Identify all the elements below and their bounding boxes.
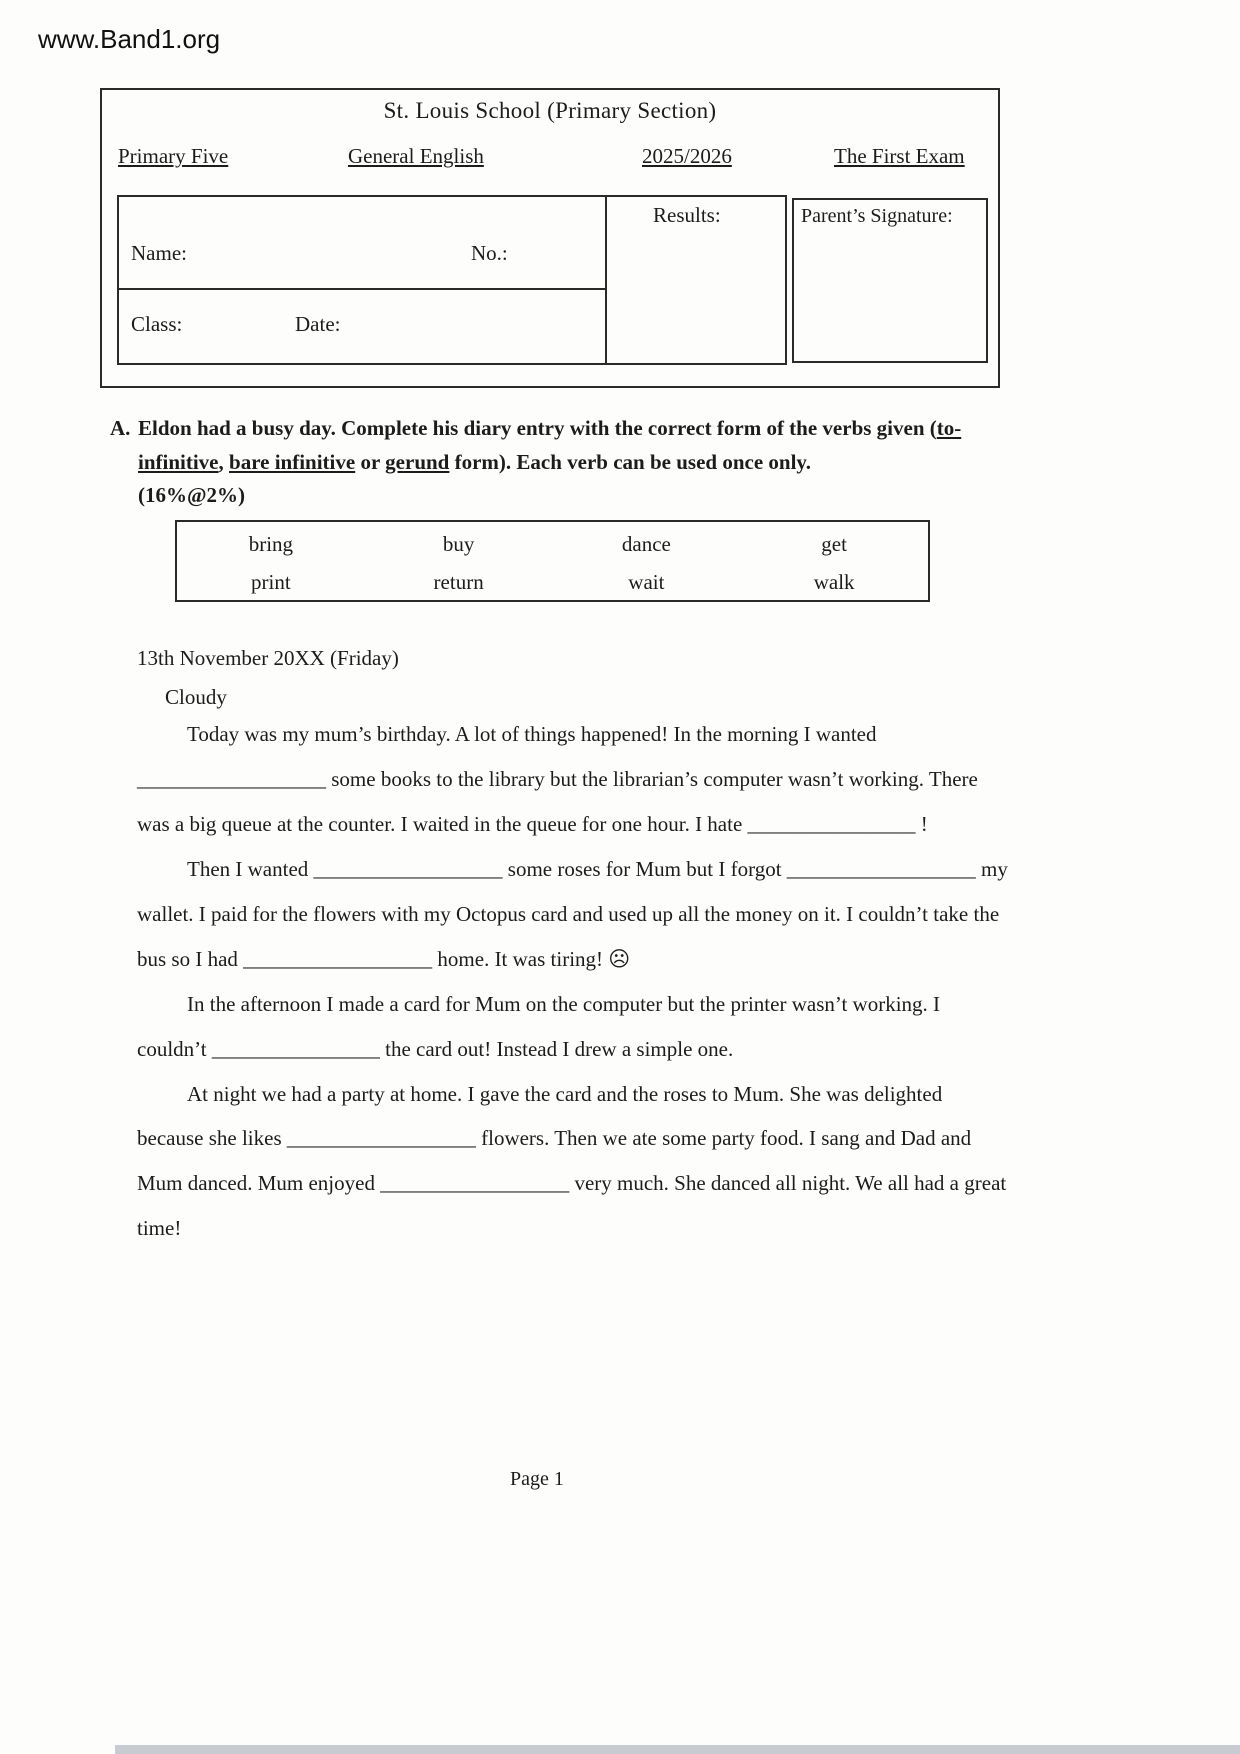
instruction-separator-2: or (355, 449, 386, 474)
student-info-box (117, 195, 607, 365)
name-field-label: Name: (131, 241, 187, 265)
section-a-label: A. (110, 416, 131, 440)
word-bank-item: buy (442, 531, 475, 556)
scan-edge-artifact (115, 1745, 1240, 1754)
section-a-instruction-text (138, 412, 1010, 513)
parent-signature-field-label: Parent’s Signature: (801, 205, 953, 227)
site-watermark: www.Band1.org (38, 24, 221, 54)
word-bank-item: return (433, 569, 484, 594)
instruction-text-after: form). Each verb can be used once only. (449, 449, 812, 474)
school-year-label: 2025/2026 (642, 144, 732, 168)
exam-subheader-row (102, 144, 998, 174)
diary-weather-note: Cloudy (165, 685, 227, 709)
diary-entry (137, 646, 1009, 1251)
word-bank-item: print (251, 569, 291, 594)
exam-header-box (100, 88, 1000, 388)
verb-form-gerund: gerund (385, 449, 450, 474)
results-field-label: Results: (653, 203, 721, 227)
diary-paragraph: Today was my mum’s birthday. A lot of things happened! In the morning I wanted __________________ some books to the library but the librarian’s computer wasn’t working. There was a big queue at the counter. I waited in the queue for one hour. I hate ________________ ! (137, 722, 978, 836)
word-bank-item: wait (628, 569, 665, 594)
word-bank-item: bring (248, 531, 294, 556)
marks-allocation: (16%@2%) (138, 483, 246, 508)
verb-form-to-infinitive: to-infinitive (138, 416, 962, 474)
word-bank-item: get (821, 531, 847, 556)
section-a-instructions (110, 412, 1010, 513)
parent-signature-box (792, 198, 988, 363)
word-bank-row (177, 563, 928, 601)
school-name: St. Louis School (Primary Section) (383, 98, 717, 123)
name-no-row (119, 197, 605, 290)
instruction-separator-1: , (218, 449, 230, 474)
verb-form-bare-infinitive: bare infinitive (229, 449, 356, 474)
exam-title-label: The First Exam (834, 144, 965, 168)
instruction-text-before: Eldon had a busy day. Complete his diary entry with the correct form of the verbs given ( (138, 416, 937, 440)
word-bank-item: dance (621, 531, 671, 556)
student-no-field-label: No.: (471, 241, 508, 265)
date-field-label: Date: (295, 312, 341, 336)
word-bank-row (177, 525, 928, 563)
results-box (605, 195, 787, 365)
class-date-row (119, 290, 605, 363)
diary-paragraph: In the afternoon I made a card for Mum on the computer but the printer wasn’t working. I couldn’t ________________ the card out! Instead I drew a simple one. (137, 991, 941, 1061)
diary-paragraph: Then I wanted __________________ some roses for Mum but I forgot __________________ my wallet. I paid for the flowers with my Octopus card and used up all the money on it. I couldn’t take the bus so I had __________________ home. It was tiring! ☹ (137, 856, 1008, 971)
word-bank-item: walk (813, 569, 855, 594)
diary-paragraph: At night we had a party at home. I gave the card and the roses to Mum. She was delighted because she likes __________________ flowers. Then we ate some party food. I sang and Dad and Mum danced. Mum enjoyed __________________ very much. She danced all night. We all had a great time! (137, 1081, 1007, 1241)
verb-word-bank (175, 520, 930, 602)
diary-date: 13th November 20XX (Friday) (137, 646, 399, 670)
subject-label: General English (348, 144, 484, 168)
page-number: Page 1 (510, 1468, 564, 1490)
grade-label: Primary Five (118, 144, 229, 168)
class-field-label: Class: (131, 312, 183, 336)
